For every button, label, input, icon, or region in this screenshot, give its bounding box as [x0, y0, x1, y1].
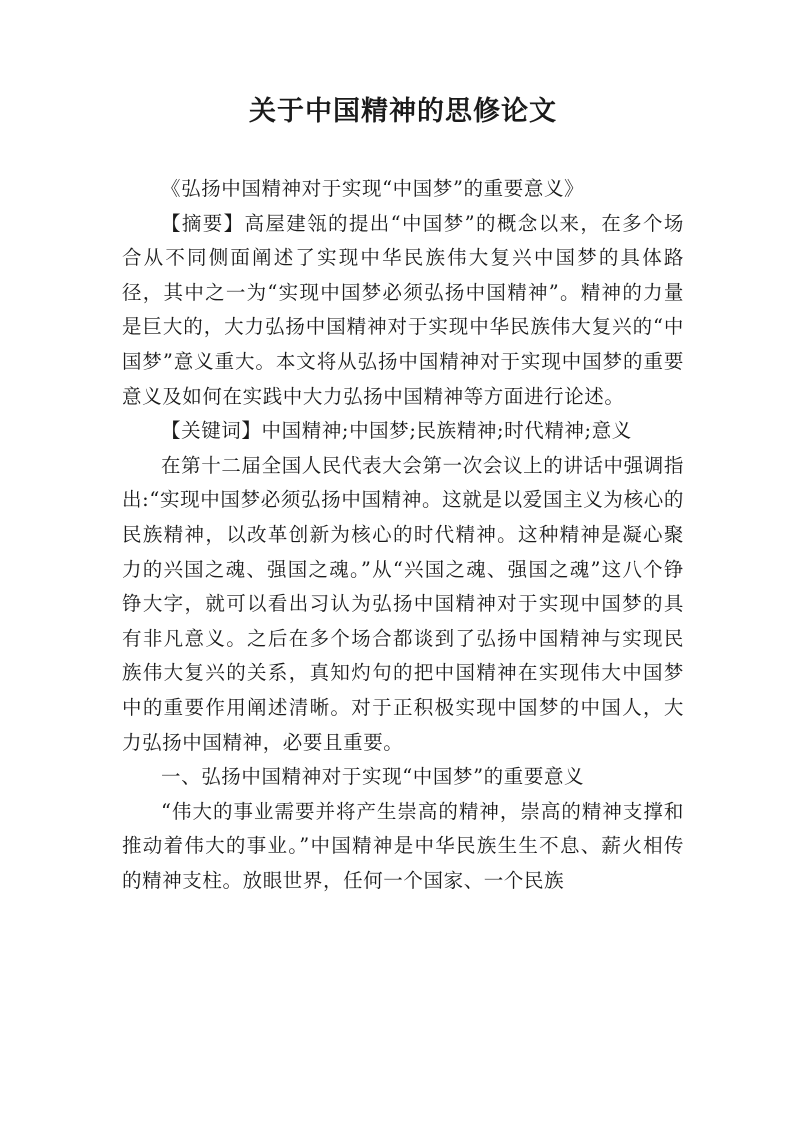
section-heading-1: 一、弘扬中国精神对于实现“中国梦”的重要意义	[161, 765, 585, 789]
keywords-paragraph	[122, 414, 684, 449]
body-paragraph-1: 在第十二届全国人民代表大会第一次会议上的讲话中强调指出:“实现中国梦必须弘扬中国精神。这就是以爱国主义为核心的民族精神，以改革创新为核心的时代精神。这种精神是凝心聚力的兴国之魂、强国之魂。”从“兴国之魂、强国之魂”这八个铮铮大字，就可以看出习认为弘扬中国精神对于实现中国梦的具有非凡意义。之后在多个场合都谈到了弘扬中国精神与实现民族伟大复兴的关系，真知灼句的把中国精神在实现伟大中国梦中的重要作用阐述清晰。对于正积极实现中国梦的中国人，大力弘扬中国精神，必要且重要。	[122, 453, 684, 754]
abstract-text: 高屋建瓴的提出“中国梦”的概念以来，在多个场合从不同侧面阐述了实现中华民族伟大复兴中国梦的具体路径，其中之一为“实现中国梦必须弘扬中国精神”。精神的力量是巨大的，大力弘扬中国精神对于实现中华民族伟大复兴的“中国梦”意义重大。本文将从弘扬中国精神对于实现中国梦的重要意义及如何在实践中大力弘扬中国精神等方面进行论述。	[122, 211, 684, 408]
keywords-text: 中国精神;中国梦;民族精神;时代精神;意义	[261, 419, 632, 443]
abstract-label: 【摘要】	[161, 211, 245, 235]
body-paragraph-2: “伟大的事业需要并将产生崇高的精神，崇高的精神支撑和推动着伟大的事业。”中国精神是中华民族生生不息、薪火相传的精神支柱。放眼世界，任何一个国家、一个民族	[122, 799, 684, 892]
document-page	[122, 92, 684, 898]
keywords-label: 【关键词】	[161, 419, 262, 443]
document-subtitle: 《弘扬中国精神对于实现“中国梦”的重要意义》	[161, 177, 585, 200]
document-title: 关于中国精神的思修论文	[249, 96, 557, 127]
abstract-paragraph	[122, 207, 684, 415]
